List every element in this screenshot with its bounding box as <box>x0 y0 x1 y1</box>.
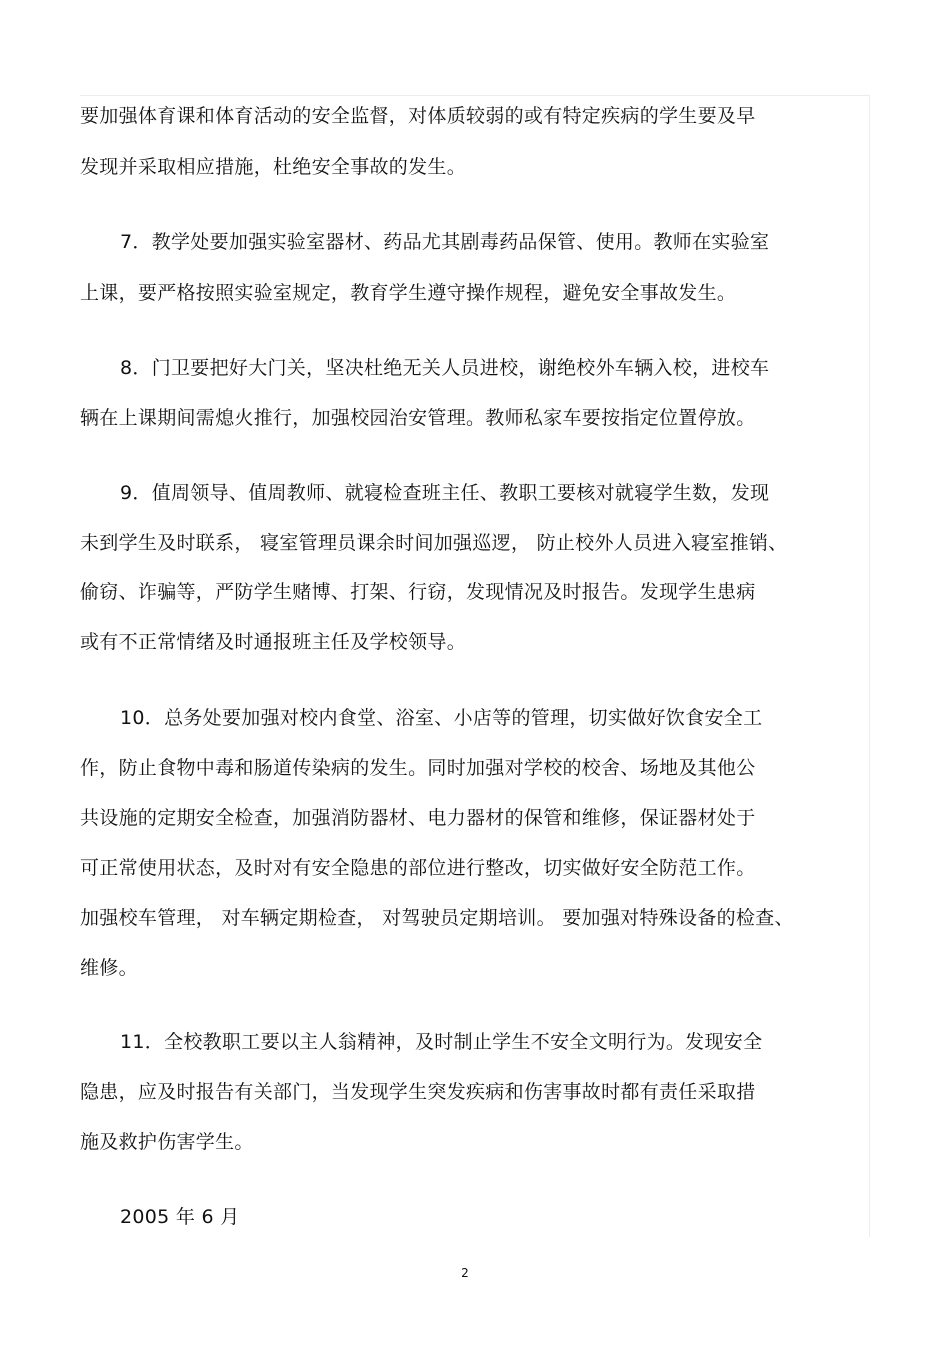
text-line: 可正常使用状态，及时对有安全隐患的部位进行整改，切实做好安全防范工作。 <box>80 857 756 879</box>
text-line: 或有不正常情绪及时通报班主任及学校领导。 <box>80 631 467 653</box>
document-date: 2005 年 6 月 <box>120 1206 240 1228</box>
text-line: 隐患，应及时报告有关部门，当发现学生突发疾病和伤害事故时都有责任采取措 <box>80 1081 756 1103</box>
item-10-line-1: 10．总务处要加强对校内食堂、浴室、小店等的管理，切实做好饮食安全工 <box>120 707 763 729</box>
text-line: 发现并采取相应措施，杜绝安全事故的发生。 <box>80 156 467 178</box>
text-line: 辆在上课期间需熄火推行，加强校园治安管理。教师私家车要按指定位置停放。 <box>80 407 756 429</box>
item-11-line-1: 11．全校教职工要以主人翁精神，及时制止学生不安全文明行为。发现安全 <box>120 1031 763 1053</box>
page-border-top <box>80 95 870 96</box>
text-line: 作，防止食物中毒和肠道传染病的发生。同时加强对学校的校舍、场地及其他公 <box>80 757 756 779</box>
text-line: 共设施的定期安全检查，加强消防器材、电力器材的保管和维修，保证器材处于 <box>80 807 756 829</box>
item-9-line-1: 9．值周领导、值周教师、就寝检查班主任、教职工要核对就寝学生数，发现 <box>120 482 770 504</box>
text-line: 加强校车管理， 对车辆定期检查， 对驾驶员定期培训。 要加强对特殊设备的检查、 <box>80 907 794 929</box>
text-line: 上课，要严格按照实验室规定，教育学生遵守操作规程，避免安全事故发生。 <box>80 282 737 304</box>
text-line: 要加强体育课和体育活动的安全监督，对体质较弱的或有特定疾病的学生要及早 <box>80 105 756 127</box>
page-border-right <box>869 95 870 1237</box>
item-8-line-1: 8．门卫要把好大门关，坚决杜绝无关人员进校，谢绝校外车辆入校，进校车 <box>120 357 770 379</box>
text-line: 施及救护伤害学生。 <box>80 1131 254 1153</box>
text-line: 偷窃、诈骗等，严防学生赌博、打架、行窃，发现情况及时报告。发现学生患病 <box>80 581 756 603</box>
page-number: 2 <box>461 1266 469 1280</box>
item-7-line-1: 7．教学处要加强实验室器材、药品尤其剧毒药品保管、使用。教师在实验室 <box>120 231 770 253</box>
text-line: 未到学生及时联系， 寝室管理员课余时间加强巡逻， 防止校外人员进入寝室推销、 <box>80 532 788 554</box>
text-line: 维修。 <box>80 957 138 979</box>
